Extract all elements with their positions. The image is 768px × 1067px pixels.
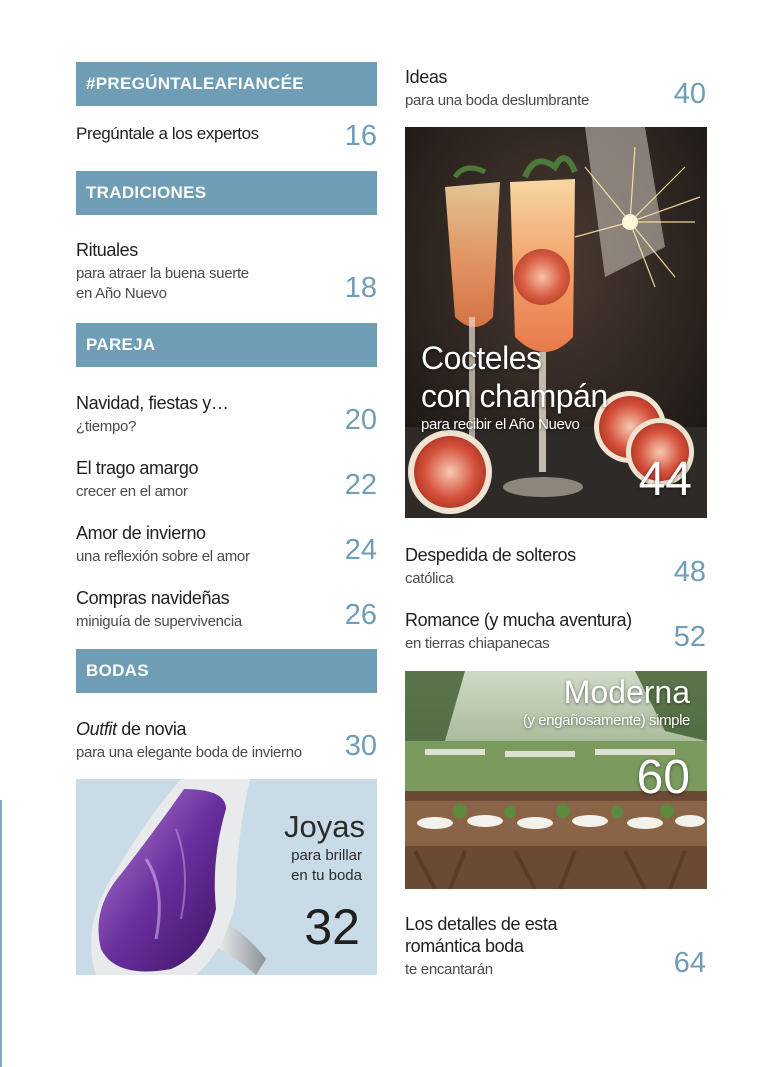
section-header-preguntale: #PREGÚNTALEAFIANCÉE: [76, 62, 377, 106]
entry-compras-page[interactable]: 26: [344, 599, 377, 631]
entry-rituales-sub1: para atraer la buena suerte: [76, 265, 249, 282]
entry-despedida-sub: católica: [405, 570, 454, 587]
page-edge-line: [0, 800, 2, 1067]
cocteles-title2: con champán: [421, 378, 608, 414]
entry-ideas-page[interactable]: 40: [673, 78, 706, 110]
entry-detalles-page[interactable]: 64: [673, 947, 706, 979]
entry-compras-title[interactable]: Compras navideñas: [76, 588, 230, 608]
entry-amor-title[interactable]: Amor de invierno: [76, 523, 206, 543]
section-header-tradiciones: TRADICIONES: [76, 171, 377, 215]
entry-amor-sub: una reflexión sobre el amor: [76, 548, 250, 565]
moderna-title: Moderna: [563, 674, 690, 710]
joyas-title: Joyas: [284, 809, 365, 844]
entry-outfit-sub: para una elegante boda de invierno: [76, 744, 302, 761]
section-header-bodas: BODAS: [76, 649, 377, 693]
entry-rituales-sub2: en Año Nuevo: [76, 285, 167, 302]
joyas-sub2: en tu boda: [291, 867, 362, 884]
joyas-page[interactable]: 32: [304, 899, 360, 955]
joyas-sub1: para brillar: [291, 847, 362, 864]
entry-compras-sub: miniguía de supervivencia: [76, 613, 242, 630]
moderna-page[interactable]: 60: [636, 751, 690, 804]
entry-outfit-title[interactable]: [76, 719, 186, 740]
entry-romance-sub: en tierras chiapanecas: [405, 635, 550, 652]
entry-expertos-title[interactable]: Pregúntale a los expertos: [76, 124, 259, 143]
entry-rituales-title[interactable]: Rituales: [76, 240, 138, 260]
entry-outfit-page[interactable]: 30: [344, 730, 377, 762]
entry-despedida-page[interactable]: 48: [673, 556, 706, 588]
section-header-pareja: PAREJA: [76, 323, 377, 367]
entry-romance-page[interactable]: 52: [673, 621, 706, 653]
entry-despedida-title[interactable]: Despedida de solteros: [405, 545, 576, 565]
entry-detalles-title2[interactable]: romántica boda: [405, 936, 524, 956]
entry-romance-title[interactable]: Romance (y mucha aventura): [405, 610, 632, 630]
cocteles-sub: para recibir el Año Nuevo: [421, 416, 580, 433]
moderna-sub: (y engañosamente) simple: [522, 712, 690, 729]
entry-detalles-title1[interactable]: Los detalles de esta: [405, 914, 558, 934]
cocteles-page[interactable]: 44: [638, 453, 692, 506]
entry-trago-page[interactable]: 22: [344, 469, 377, 501]
entry-navidad-page[interactable]: 20: [344, 404, 377, 436]
entry-trago-sub: crecer en el amor: [76, 483, 188, 500]
entry-expertos-page[interactable]: 16: [344, 120, 377, 152]
cocteles-title1: Cocteles: [421, 340, 542, 376]
entry-outfit-title-em: Outfit: [76, 719, 117, 739]
entry-navidad-title[interactable]: Navidad, fiestas y…: [76, 393, 229, 413]
entry-navidad-sub: ¿tiempo?: [76, 418, 137, 435]
entry-amor-page[interactable]: 24: [344, 534, 377, 566]
entry-rituales-page[interactable]: 18: [344, 272, 377, 304]
entry-outfit-title-rest: de novia: [116, 719, 187, 739]
entry-detalles-sub: te encantarán: [405, 961, 493, 978]
entry-trago-title[interactable]: El trago amargo: [76, 458, 199, 478]
entry-ideas-sub: para una boda deslumbrante: [405, 92, 590, 109]
entry-ideas-title[interactable]: Ideas: [405, 67, 448, 87]
